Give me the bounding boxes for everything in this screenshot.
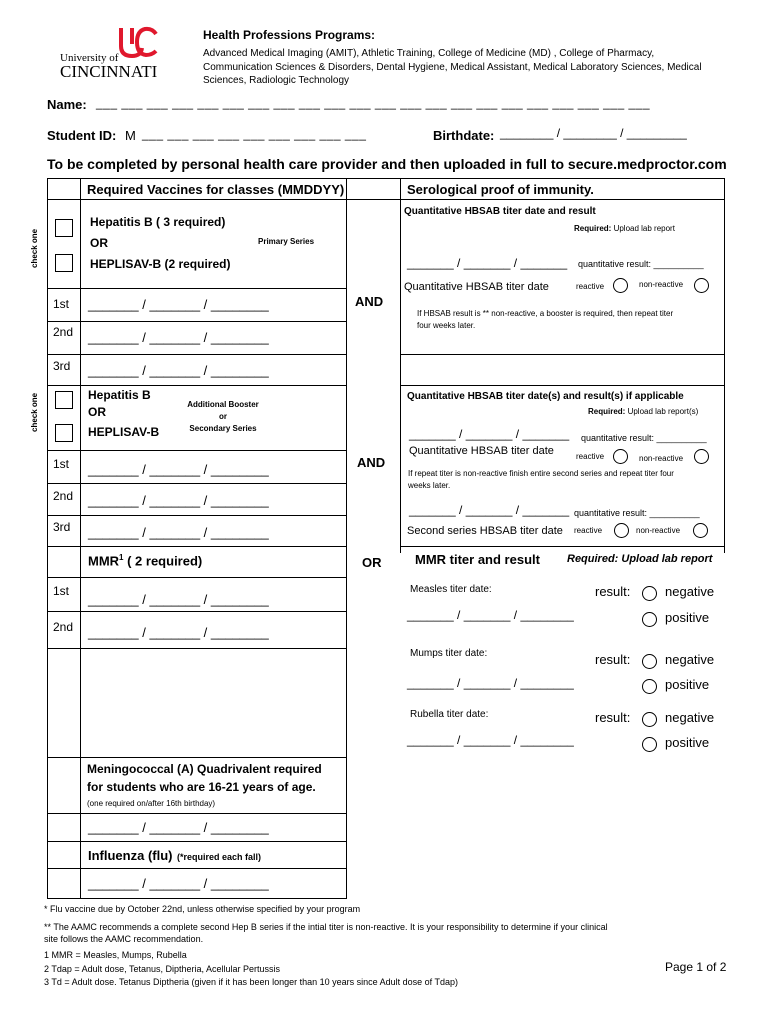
mumps-negative-radio[interactable] — [642, 654, 657, 669]
rubella-result-label: result: — [595, 710, 631, 725]
page-title: Health Professions Programs: — [203, 28, 376, 42]
hbsab1-reactive-radio[interactable] — [613, 278, 628, 293]
rubella-negative-label: negative — [665, 710, 715, 725]
hbsab1-title: Quantitative HBSAB titer date and result — [404, 206, 596, 217]
student-id-field[interactable]: ___ ___ ___ ___ ___ ___ ___ ___ ___ — [142, 127, 367, 141]
footnote-aamc: ** The AAMC recommends a complete second Hep B series if the intial titer is non-reactive. It is your responsibility to determine if your clinical site follows the AAMC recommendation. — [44, 922, 608, 944]
hbsab1-quant-result[interactable]: quantitative result: __________ — [578, 259, 704, 269]
mmr-titer-title: MMR titer and result — [415, 552, 540, 567]
booster-dose-1st: 1st — [53, 457, 70, 471]
footnote-3: 3 Td = Adult dose. Tetanus Diptheria (given if it has been longer than 10 years since Adult dose of Tdap) — [44, 977, 459, 987]
hbsab1-nonreactive-label: non-reactive — [639, 280, 684, 289]
hbsab1-reactive-label: reactive — [576, 282, 605, 291]
meningococcal-title-line2: for students who are 16-21 years of age. — [87, 780, 316, 794]
measles-date[interactable]: _______ / _______ / ________ — [407, 608, 574, 622]
or-label: OR — [362, 555, 382, 570]
hepb-date-2nd[interactable]: _______ / _______ / ________ — [88, 330, 269, 345]
hbsab2-second-date[interactable]: _______ / _______ / _______ — [409, 503, 570, 517]
booster-hepb-option: Hepatitis B — [88, 388, 151, 402]
booster-hepb-checkbox[interactable] — [55, 391, 73, 409]
check-one-label-2: check one — [30, 392, 39, 432]
hbsab2-note: If repeat titer is non-reactive finish entire second series and repeat titer four weeks later. — [408, 469, 674, 490]
mumps-positive-label: positive — [665, 677, 710, 692]
left-column-header: Required Vaccines for classes (MMDDYY) — [87, 182, 345, 197]
influenza-title: Influenza (flu) (*required each fall) — [88, 848, 261, 863]
booster-heplisav-checkbox[interactable] — [55, 424, 73, 442]
booster-date-1st[interactable]: _______ / _______ / ________ — [88, 462, 269, 477]
mumps-result-label: result: — [595, 652, 631, 667]
name-field[interactable]: ___ ___ ___ ___ ___ ___ ___ ___ ___ ___ ___ ___ ___ ___ ___ ___ ___ ___ ___ ___ ___ ___ — [96, 96, 650, 110]
booster-date-3rd[interactable]: _______ / _______ / ________ — [88, 525, 269, 540]
hbsab2-date[interactable]: _______ / _______ / _______ — [409, 427, 570, 441]
hepb-checkbox[interactable] — [55, 219, 73, 237]
mumps-label: Mumps titer date: — [410, 648, 488, 659]
instructions: To be completed by personal health care provider and then uploaded in full to secure.medproctor.com — [47, 156, 727, 172]
page-number: Page 1 of 2 — [665, 960, 727, 974]
hbsab2-second-reactive-label: reactive — [574, 526, 603, 535]
measles-negative-label: negative — [665, 584, 715, 599]
check-one-label: check one — [30, 228, 39, 268]
mmr-date-2nd[interactable]: _______ / _______ / ________ — [88, 625, 269, 640]
mumps-negative-label: negative — [665, 652, 715, 667]
mumps-positive-radio[interactable] — [642, 679, 657, 694]
heplisav-option: HEPLISAV-B (2 required) — [90, 257, 231, 271]
booster-heplisav-option: HEPLISAV-B — [88, 425, 160, 439]
hbsab1-nonreactive-radio[interactable] — [694, 278, 709, 293]
logo-line1: University of — [60, 52, 119, 64]
influenza-date[interactable]: _______ / _______ / ________ — [88, 876, 269, 891]
hbsab2-title: Quantitative HBSAB titer date(s) and result(s) if applicable — [407, 391, 684, 402]
logo-line2: CINCINNATI — [60, 62, 158, 81]
mmr-title: MMR$^1$ ( 2 required) — [88, 553, 203, 569]
programs-list: Advanced Medical Imaging (AMIT), Athletic Training, College of Medicine (MD) , College of Pharmacy, Communication Sciences & Disorders, Dental Hygiene, Medical Assistant, Medical Laboratory Sciences, Medical Sciences, Radiologic Technology — [203, 48, 702, 86]
hbsab1-note: If HBSAB result is ** non-reactive, a booster is required, then repeat titer four weeks later. — [417, 309, 674, 330]
hepb-date-1st[interactable]: _______ / _______ / ________ — [88, 297, 269, 312]
hbsab2-date-label: Quantitative HBSAB titer date — [409, 445, 554, 457]
hbsab2-second-nonreactive-radio[interactable] — [693, 523, 708, 538]
hbsab2-second-label: Second series HBSAB titer date — [407, 525, 563, 537]
student-id-prefix: M — [125, 128, 136, 143]
measles-positive-radio[interactable] — [642, 612, 657, 627]
heplisav-checkbox[interactable] — [55, 254, 73, 272]
meningococcal-date[interactable]: _______ / _______ / ________ — [88, 820, 269, 835]
rubella-label: Rubella titer date: — [410, 709, 489, 720]
hbsab1-date-label: Quantitative HBSAB titer date — [404, 281, 549, 293]
primary-series-note: Primary Series — [258, 237, 315, 246]
rubella-positive-label: positive — [665, 735, 710, 750]
rubella-negative-radio[interactable] — [642, 712, 657, 727]
mmr-date-1st[interactable]: _______ / _______ / ________ — [88, 592, 269, 607]
right-column-header: Serological proof of immunity. — [407, 182, 594, 197]
meningococcal-title-line1: Meningococcal (A) Quadrivalent required — [87, 762, 322, 776]
dose-label-1st: 1st — [53, 297, 70, 311]
booster-series-note: Additional Booster or Secondary Series — [187, 400, 259, 433]
measles-result-label: result: — [595, 584, 631, 599]
hbsab2-nonreactive-radio[interactable] — [694, 449, 709, 464]
hepb-or: OR — [90, 236, 108, 250]
name-label: Name: — [47, 97, 87, 112]
footnote-flu: * Flu vaccine due by October 22nd, unless otherwise specified by your program — [44, 904, 361, 914]
and-label-2: AND — [357, 455, 386, 470]
footnote-2: 2 Tdap = Adult dose, Tetanus, Diptheria, Acellular Pertussis — [44, 964, 281, 974]
hbsab2-reactive-label: reactive — [576, 452, 605, 461]
rubella-positive-radio[interactable] — [642, 737, 657, 752]
hbsab2-second-quant[interactable]: quantitative result: __________ — [574, 508, 700, 518]
mmr-dose-1st: 1st — [53, 584, 70, 598]
dose-label-2nd: 2nd — [53, 325, 74, 339]
mumps-date[interactable]: _______ / _______ / ________ — [407, 676, 574, 690]
uc-logo-icon — [118, 26, 158, 60]
hbsab2-required: Required: Upload lab report(s) — [588, 407, 699, 416]
measles-negative-radio[interactable] — [642, 586, 657, 601]
hbsab2-reactive-radio[interactable] — [613, 449, 628, 464]
mmr-dose-2nd: 2nd — [53, 620, 74, 634]
measles-label: Measles titer date: — [410, 584, 492, 595]
hepb-option: Hepatitis B ( 3 required) — [90, 215, 226, 229]
footnote-1: 1 MMR = Measles, Mumps, Rubella — [44, 950, 187, 960]
hepb-date-3rd[interactable]: _______ / _______ / ________ — [88, 363, 269, 378]
hbsab2-nonreactive-label: non-reactive — [639, 454, 684, 463]
booster-or: OR — [88, 405, 106, 419]
booster-dose-2nd: 2nd — [53, 489, 74, 503]
measles-positive-label: positive — [665, 610, 710, 625]
hbsab2-second-reactive-radio[interactable] — [614, 523, 629, 538]
meningococcal-note: (one required on/after 16th birthday) — [87, 799, 216, 808]
mmr-required: Required: Upload lab report — [567, 553, 713, 565]
dose-label-3rd: 3rd — [53, 359, 71, 373]
and-label: AND — [355, 294, 384, 309]
rubella-date[interactable]: _______ / _______ / ________ — [407, 733, 574, 747]
birthdate-label: Birthdate: — [433, 128, 495, 143]
hbsab2-quant-result[interactable]: quantitative result: __________ — [581, 433, 707, 443]
booster-dose-3rd: 3rd — [53, 520, 71, 534]
hbsab1-date[interactable]: _______ / _______ / _______ — [407, 256, 568, 270]
birthdate-field[interactable]: ________ / ________ / _________ — [500, 126, 687, 140]
student-id-label: Student ID: — [47, 128, 117, 143]
booster-date-2nd[interactable]: _______ / _______ / ________ — [88, 493, 269, 508]
hbsab2-second-nonreactive-label: non-reactive — [636, 526, 681, 535]
hbsab1-required: Required: Upload lab report — [574, 224, 675, 233]
